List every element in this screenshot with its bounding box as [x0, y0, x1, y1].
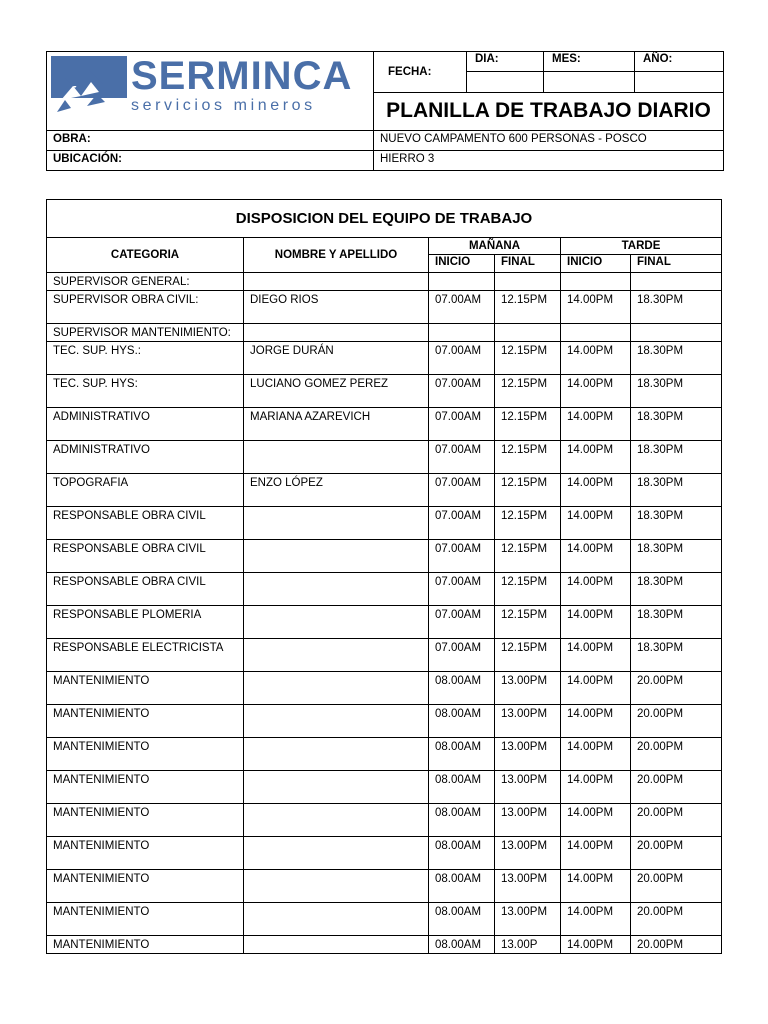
- manana-inicio-cell: 07.00AM: [429, 573, 495, 606]
- ubicacion-value: HIERRO 3: [374, 151, 724, 171]
- col-tarde-inicio: INICIO: [561, 255, 631, 273]
- nombre-cell: [244, 705, 429, 738]
- manana-inicio-cell: 07.00AM: [429, 342, 495, 375]
- manana-final-cell: 12.15PM: [495, 408, 561, 441]
- table-row: [47, 837, 722, 870]
- table-row: [47, 903, 722, 936]
- manana-final-cell: 12.15PM: [495, 540, 561, 573]
- nombre-cell: [244, 273, 429, 291]
- page-title: PLANILLA DE TRABAJO DIARIO: [374, 92, 724, 131]
- tarde-inicio-cell: 14.00PM: [561, 903, 631, 936]
- manana-final-cell: 13.00PM: [495, 837, 561, 870]
- col-manana-inicio: INICIO: [429, 255, 495, 273]
- table-row: [47, 705, 722, 738]
- manana-final-cell: 13.00PM: [495, 771, 561, 804]
- table-row: [47, 540, 722, 573]
- manana-final-cell: 13.00PM: [495, 738, 561, 771]
- tarde-final-cell: 18.30PM: [631, 441, 722, 474]
- categoria-cell: RESPONSABLE ELECTRICISTA: [47, 639, 244, 672]
- ano-field[interactable]: [635, 72, 724, 92]
- nombre-cell: [244, 606, 429, 639]
- tarde-inicio-cell: 14.00PM: [561, 738, 631, 771]
- tarde-inicio-cell: 14.00PM: [561, 291, 631, 324]
- tarde-final-cell: 18.30PM: [631, 540, 722, 573]
- crew-table-body: [47, 273, 722, 954]
- categoria-cell: MANTENIMIENTO: [47, 837, 244, 870]
- manana-inicio-cell: 08.00AM: [429, 705, 495, 738]
- manana-final-cell: 13.00PM: [495, 705, 561, 738]
- mes-label: MES:: [544, 52, 635, 72]
- tarde-inicio-cell: 14.00PM: [561, 474, 631, 507]
- categoria-cell: MANTENIMIENTO: [47, 738, 244, 771]
- table-row: [47, 408, 722, 441]
- tarde-inicio-cell: 14.00PM: [561, 804, 631, 837]
- obra-value: NUEVO CAMPAMENTO 600 PERSONAS - POSCO: [374, 131, 724, 151]
- table-row: [47, 324, 722, 342]
- tarde-final-cell: 20.00PM: [631, 672, 722, 705]
- tarde-final-cell: 20.00PM: [631, 870, 722, 903]
- manana-final-cell: 13.00PM: [495, 903, 561, 936]
- manana-inicio-cell: 07.00AM: [429, 408, 495, 441]
- brand-tagline: servicios mineros: [131, 97, 316, 114]
- tarde-final-cell: 18.30PM: [631, 474, 722, 507]
- categoria-cell: MANTENIMIENTO: [47, 903, 244, 936]
- categoria-cell: TOPOGRAFIA: [47, 474, 244, 507]
- manana-inicio-cell: 07.00AM: [429, 606, 495, 639]
- col-tarde-final: FINAL: [631, 255, 722, 273]
- tarde-inicio-cell: 14.00PM: [561, 771, 631, 804]
- manana-inicio-cell: 08.00AM: [429, 804, 495, 837]
- tarde-inicio-cell: 14.00PM: [561, 342, 631, 375]
- table-row: [47, 474, 722, 507]
- table-row: [47, 804, 722, 837]
- tarde-final-cell: 18.30PM: [631, 375, 722, 408]
- table-row: [47, 606, 722, 639]
- tarde-final-cell: 20.00PM: [631, 738, 722, 771]
- tarde-final-cell: 20.00PM: [631, 804, 722, 837]
- manana-inicio-cell: 08.00AM: [429, 771, 495, 804]
- manana-inicio-cell: 07.00AM: [429, 639, 495, 672]
- manana-final-cell: 12.15PM: [495, 573, 561, 606]
- tarde-final-cell: 20.00PM: [631, 936, 722, 954]
- tarde-final-cell: 18.30PM: [631, 507, 722, 540]
- categoria-cell: SUPERVISOR GENERAL:: [47, 273, 244, 291]
- manana-final-cell: 12.15PM: [495, 342, 561, 375]
- categoria-cell: MANTENIMIENTO: [47, 870, 244, 903]
- categoria-cell: MANTENIMIENTO: [47, 705, 244, 738]
- table-row: [47, 375, 722, 408]
- nombre-cell: [244, 573, 429, 606]
- table-row: [47, 441, 722, 474]
- col-tarde: TARDE: [561, 238, 722, 255]
- dia-label: DIA:: [467, 52, 544, 72]
- tarde-inicio-cell: 14.00PM: [561, 936, 631, 954]
- manana-final-cell: 12.15PM: [495, 441, 561, 474]
- tarde-final-cell: [631, 273, 722, 291]
- mes-field[interactable]: [544, 72, 635, 92]
- tarde-inicio-cell: 14.00PM: [561, 573, 631, 606]
- manana-inicio-cell: 07.00AM: [429, 540, 495, 573]
- tarde-inicio-cell: 14.00PM: [561, 375, 631, 408]
- nombre-cell: [244, 672, 429, 705]
- tarde-final-cell: 20.00PM: [631, 771, 722, 804]
- tarde-final-cell: 20.00PM: [631, 903, 722, 936]
- col-categoria: CATEGORIA: [47, 238, 244, 273]
- manana-inicio-cell: 08.00AM: [429, 936, 495, 954]
- categoria-cell: RESPONSABLE OBRA CIVIL: [47, 507, 244, 540]
- tarde-final-cell: 18.30PM: [631, 291, 722, 324]
- nombre-cell: [244, 507, 429, 540]
- categoria-cell: MANTENIMIENTO: [47, 936, 244, 954]
- nombre-cell: [244, 936, 429, 954]
- manana-final-cell: 12.15PM: [495, 507, 561, 540]
- manana-inicio-cell: [429, 273, 495, 291]
- col-manana-final: FINAL: [495, 255, 561, 273]
- nombre-cell: DIEGO RIOS: [244, 291, 429, 324]
- categoria-cell: TEC. SUP. HYS.:: [47, 342, 244, 375]
- categoria-cell: TEC. SUP. HYS:: [47, 375, 244, 408]
- categoria-cell: SUPERVISOR MANTENIMIENTO:: [47, 324, 244, 342]
- nombre-cell: [244, 324, 429, 342]
- manana-final-cell: 13.00P: [495, 936, 561, 954]
- manana-inicio-cell: 07.00AM: [429, 507, 495, 540]
- tarde-final-cell: 18.30PM: [631, 639, 722, 672]
- manana-final-cell: 13.00PM: [495, 804, 561, 837]
- fecha-label: FECHA:: [374, 52, 467, 93]
- table-row: [47, 870, 722, 903]
- manana-inicio-cell: 08.00AM: [429, 738, 495, 771]
- tarde-final-cell: 18.30PM: [631, 573, 722, 606]
- manana-final-cell: 12.15PM: [495, 291, 561, 324]
- manana-final-cell: 13.00PM: [495, 870, 561, 903]
- tarde-inicio-cell: 14.00PM: [561, 672, 631, 705]
- manana-inicio-cell: [429, 324, 495, 342]
- tarde-inicio-cell: [561, 324, 631, 342]
- tarde-inicio-cell: 14.00PM: [561, 870, 631, 903]
- ano-label: AÑO:: [635, 52, 724, 72]
- manana-inicio-cell: 07.00AM: [429, 291, 495, 324]
- header-table: [46, 51, 724, 171]
- manana-inicio-cell: 07.00AM: [429, 441, 495, 474]
- categoria-cell: RESPONSABLE OBRA CIVIL: [47, 573, 244, 606]
- tarde-inicio-cell: 14.00PM: [561, 639, 631, 672]
- tarde-inicio-cell: 14.00PM: [561, 837, 631, 870]
- table-row: [47, 672, 722, 705]
- tarde-final-cell: 20.00PM: [631, 837, 722, 870]
- tarde-inicio-cell: [561, 273, 631, 291]
- manana-inicio-cell: 07.00AM: [429, 375, 495, 408]
- nombre-cell: [244, 540, 429, 573]
- table-row: [47, 342, 722, 375]
- tarde-final-cell: 18.30PM: [631, 408, 722, 441]
- tarde-final-cell: [631, 324, 722, 342]
- nombre-cell: [244, 903, 429, 936]
- mountain-logo-icon: [51, 56, 131, 116]
- manana-final-cell: 12.15PM: [495, 606, 561, 639]
- table-row: [47, 573, 722, 606]
- col-manana: MAÑANA: [429, 238, 561, 255]
- ubicacion-label: UBICACIÓN:: [47, 151, 374, 171]
- logo: [47, 52, 374, 131]
- nombre-cell: [244, 771, 429, 804]
- brand-name: SERMINCA: [131, 54, 353, 98]
- manana-final-cell: 12.15PM: [495, 474, 561, 507]
- tarde-inicio-cell: 14.00PM: [561, 507, 631, 540]
- nombre-cell: [244, 837, 429, 870]
- table-row: [47, 771, 722, 804]
- manana-inicio-cell: 08.00AM: [429, 903, 495, 936]
- categoria-cell: ADMINISTRATIVO: [47, 408, 244, 441]
- manana-inicio-cell: 08.00AM: [429, 672, 495, 705]
- nombre-cell: [244, 441, 429, 474]
- tarde-inicio-cell: 14.00PM: [561, 408, 631, 441]
- nombre-cell: [244, 639, 429, 672]
- manana-inicio-cell: 08.00AM: [429, 837, 495, 870]
- categoria-cell: RESPONSABLE OBRA CIVIL: [47, 540, 244, 573]
- tarde-final-cell: 18.30PM: [631, 342, 722, 375]
- nombre-cell: JORGE DURÁN: [244, 342, 429, 375]
- manana-final-cell: 13.00PM: [495, 672, 561, 705]
- tarde-final-cell: 18.30PM: [631, 606, 722, 639]
- manana-inicio-cell: 07.00AM: [429, 474, 495, 507]
- table-row: [47, 273, 722, 291]
- nombre-cell: [244, 870, 429, 903]
- categoria-cell: RESPONSABLE PLOMERIA: [47, 606, 244, 639]
- tarde-inicio-cell: 14.00PM: [561, 705, 631, 738]
- dia-field[interactable]: [467, 72, 544, 92]
- crew-table: [46, 199, 722, 954]
- crew-table-title: DISPOSICION DEL EQUIPO DE TRABAJO: [47, 200, 722, 238]
- nombre-cell: ENZO LÓPEZ: [244, 474, 429, 507]
- manana-final-cell: 12.15PM: [495, 639, 561, 672]
- obra-label: OBRA:: [47, 131, 374, 151]
- col-nombre: NOMBRE Y APELLIDO: [244, 238, 429, 273]
- nombre-cell: [244, 804, 429, 837]
- table-row: [47, 738, 722, 771]
- categoria-cell: MANTENIMIENTO: [47, 771, 244, 804]
- manana-final-cell: [495, 273, 561, 291]
- table-row: [47, 291, 722, 324]
- table-row: [47, 507, 722, 540]
- categoria-cell: SUPERVISOR OBRA CIVIL:: [47, 291, 244, 324]
- categoria-cell: MANTENIMIENTO: [47, 804, 244, 837]
- nombre-cell: LUCIANO GOMEZ PEREZ: [244, 375, 429, 408]
- manana-final-cell: 12.15PM: [495, 375, 561, 408]
- tarde-inicio-cell: 14.00PM: [561, 441, 631, 474]
- nombre-cell: MARIANA AZAREVICH: [244, 408, 429, 441]
- tarde-inicio-cell: 14.00PM: [561, 606, 631, 639]
- nombre-cell: [244, 738, 429, 771]
- tarde-final-cell: 20.00PM: [631, 705, 722, 738]
- manana-inicio-cell: 08.00AM: [429, 870, 495, 903]
- categoria-cell: MANTENIMIENTO: [47, 672, 244, 705]
- table-row: [47, 936, 722, 954]
- manana-final-cell: [495, 324, 561, 342]
- tarde-inicio-cell: 14.00PM: [561, 540, 631, 573]
- categoria-cell: ADMINISTRATIVO: [47, 441, 244, 474]
- table-row: [47, 639, 722, 672]
